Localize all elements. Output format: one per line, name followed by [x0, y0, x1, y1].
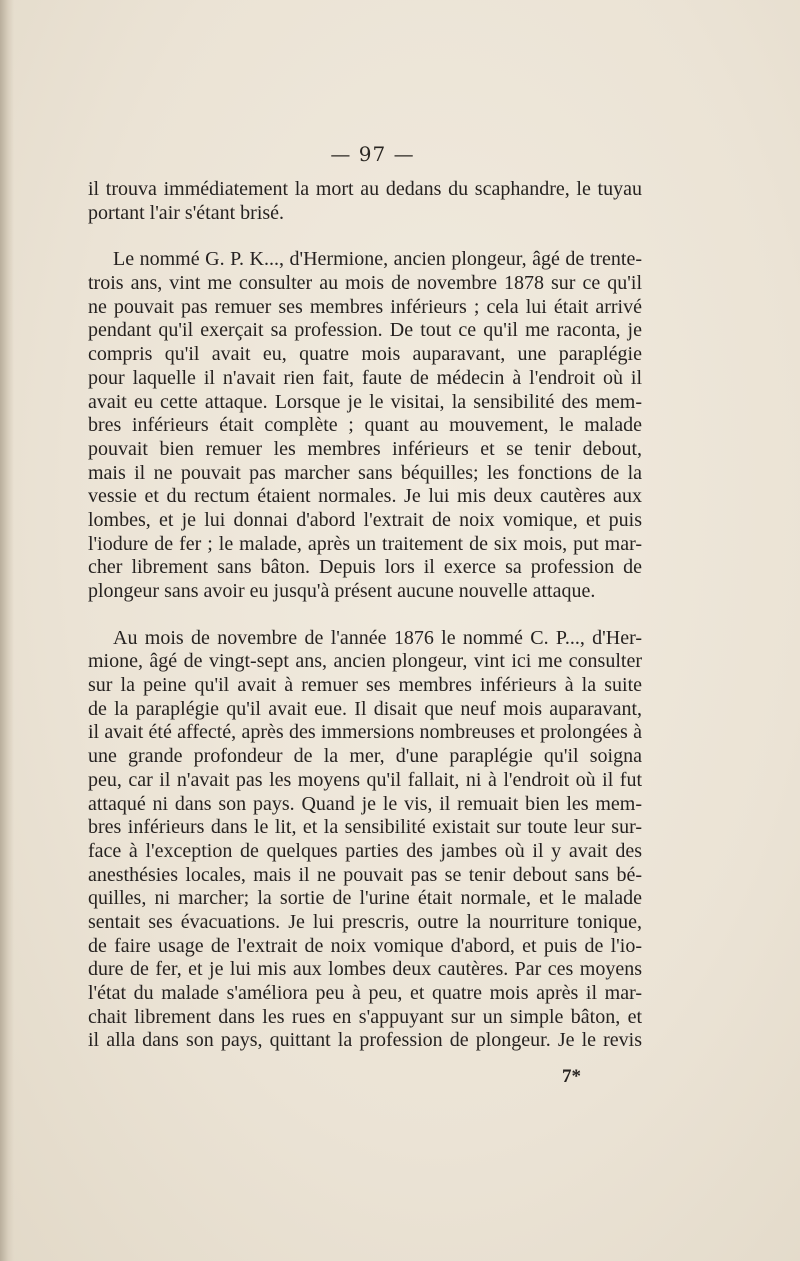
text-line: plongeur sans avoir eu jusqu'à présent aucune nouvelle attaque.: [88, 580, 596, 602]
text-line: avait eu cette attaque. Lorsque je le visitai, la sensibilité des mem-: [88, 390, 642, 413]
text-line: l'état du malade s'améliora peu à peu, et quatre mois après il mar-: [88, 982, 642, 1004]
text-line: ne pouvait pas remuer ses membres inférieurs ; cela lui était arrivé: [88, 295, 642, 318]
text-line: il avait été affecté, après des immersions nombreuses et prolongées à: [88, 721, 642, 744]
body-text: [88, 178, 642, 1053]
text-line: dure de fer, et je lui mis aux lombes deux cautères. Par ces moyens: [88, 958, 642, 981]
text-line: lombes, et je lui donnai d'abord l'extrait de noix vomique, et puis: [88, 508, 642, 531]
text-line: il trouva immédiatement la mort au dedans du scaphandre, le tuyau: [88, 178, 642, 200]
text-line: chait librement dans les rues en s'appuyant sur un simple bâton, et: [88, 1005, 642, 1028]
text-line: l'iodure de fer ; le malade, après un traitement de six mois, put mar-: [88, 532, 642, 555]
text-line: pouvait bien remuer les membres inférieurs et se tenir debout,: [88, 437, 642, 460]
text-line: bres inférieurs était complète ; quant au mouvement, le malade: [88, 414, 642, 437]
page-binding-shadow: [0, 0, 14, 1261]
text-line: Au mois de novembre de l'année 1876 le nommé C. P..., d'Her-: [113, 626, 642, 649]
text-line: trois ans, vint me consulter au mois de novembre 1878 sur ce qu'il: [88, 272, 642, 295]
paragraph-1: [88, 178, 642, 225]
text-line: pendant qu'il exerçait sa profession. De tout ce qu'il me raconta, je: [88, 319, 642, 342]
text-line: peu, car il n'avait pas les moyens qu'il fallait, ni à l'endroit où il fut: [88, 768, 642, 791]
text-line: bres inférieurs dans le lit, et la sensibilité existait sur toute leur sur-: [88, 816, 642, 839]
text-line: anesthésies locales, mais il ne pouvait pas se tenir debout sans bé-: [88, 863, 642, 886]
text-line: sur la peine qu'il avait à remuer ses membres inférieurs à la suite: [88, 674, 642, 697]
text-line: vessie et du rectum étaient normales. Je lui mis deux cautères aux: [88, 485, 642, 508]
paragraph-2: [88, 248, 642, 603]
text-line: cher librement sans bâton. Depuis lors il exerce sa profession de: [88, 556, 642, 579]
paragraph-3: [88, 627, 642, 1053]
text-line: sentait ses évacuations. Je lui prescris, outre la nourriture tonique,: [88, 910, 642, 933]
text-line: pour laquelle il n'avait rien fait, faute de médecin à l'endroit où il: [88, 366, 642, 389]
text-line: de faire usage de l'extrait de noix vomique d'abord, et puis de l'io-: [88, 934, 642, 957]
text-line: quilles, ni marcher; la sortie de l'urine était normale, et le malade: [88, 887, 642, 910]
text-line: une grande profondeur de la mer, d'une paraplégie qu'il soigna: [88, 745, 642, 768]
text-line: mais il ne pouvait pas marcher sans béquilles; les fonctions de la: [88, 461, 642, 484]
signature-mark: 7*: [562, 1066, 581, 1087]
text-line: attaqué ni dans son pays. Quand je le vis, il remuait bien les mem-: [88, 792, 642, 815]
text-line: il alla dans son pays, quittant la profession de plongeur. Je le revis: [88, 1029, 642, 1052]
text-line: Le nommé G. P. K..., d'Hermione, ancien plongeur, âgé de trente-: [113, 248, 642, 271]
text-line: mione, âgé de vingt-sept ans, ancien plongeur, vint ici me consulter: [88, 650, 642, 673]
text-line: compris qu'il avait eu, quatre mois auparavant, une paraplégie: [88, 343, 642, 366]
text-line: portant l'air s'étant brisé.: [88, 201, 285, 224]
text-line: face à l'exception de quelques parties des jambes où il y avait des: [88, 839, 642, 862]
page-number: — 97 —: [330, 142, 415, 166]
text-line: de la paraplégie qu'il avait eue. Il disait que neuf mois auparavant,: [88, 697, 642, 720]
